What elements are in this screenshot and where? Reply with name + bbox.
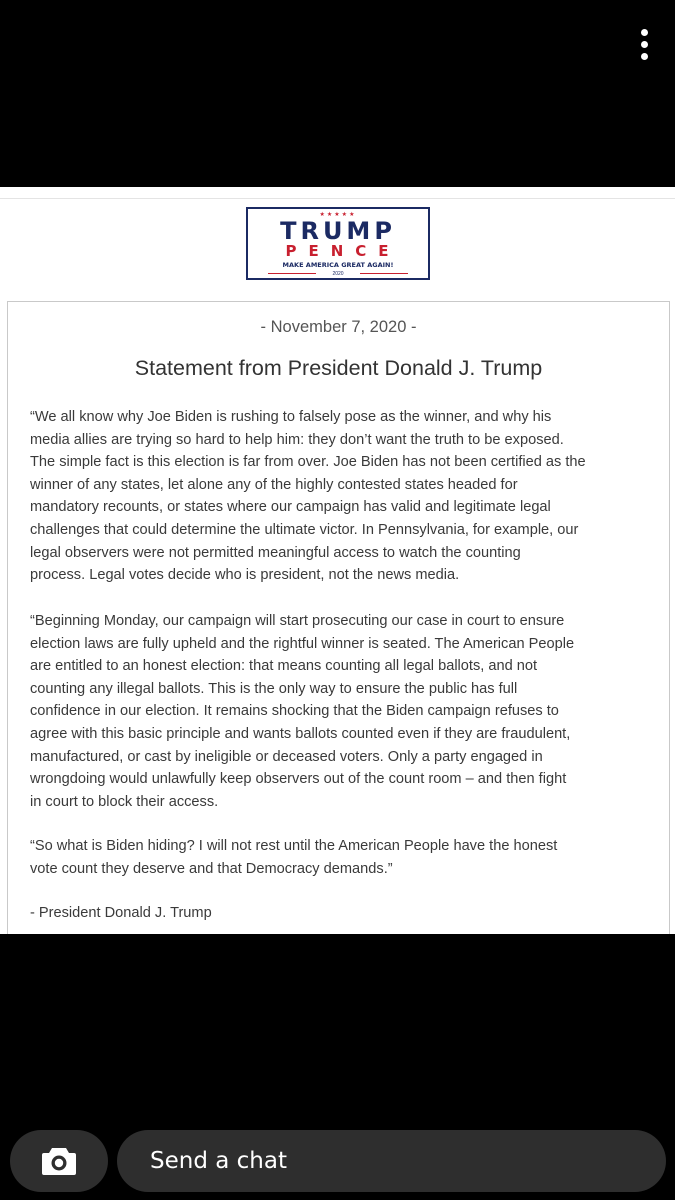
paragraph-line: wrongdoing would unlawfully keep observers out of the count room – and then fight xyxy=(30,771,567,788)
logo-line-2: PENCE xyxy=(285,242,401,260)
paragraph-line: The simple fact is this election is far from over. Joe Biden has not been certified as the xyxy=(30,454,586,471)
paragraph-line: election laws are fully upheld and the rightful winner is seated. The American People xyxy=(30,635,575,652)
paragraph-line: “So what is Biden hiding? I will not rest until the American People have the honest xyxy=(30,838,558,854)
camera-button[interactable] xyxy=(10,1130,108,1192)
paragraph-line: media allies are trying so hard to help him: they don’t want the truth to be exposed. xyxy=(30,431,564,448)
statement-box xyxy=(7,301,670,934)
statement-paragraph-2 xyxy=(30,610,654,813)
paragraph-line: legal observers were not permitted meaningful access to watch the counting xyxy=(30,544,521,561)
statement-signature xyxy=(30,902,654,925)
shared-photo xyxy=(0,187,675,934)
chat-placeholder: Send a chat xyxy=(150,1148,287,1174)
logo-year: 2020 xyxy=(332,271,344,277)
paragraph-line: in court to block their access. xyxy=(30,793,219,810)
statement-paragraph-3 xyxy=(30,835,654,880)
paragraph-line: are entitled to an honest election: that means counting all legal ballots, and not xyxy=(30,658,538,675)
more-options-button[interactable] xyxy=(626,26,662,62)
paragraph-line: agree with this basic principle and wants ballots counted even if they are fraudulent, xyxy=(30,725,571,742)
logo-line-1: TRUMP xyxy=(280,217,396,245)
more-dot xyxy=(641,29,648,36)
paragraph-line: “Beginning Monday, our campaign will start prosecuting our case in court to ensure xyxy=(30,613,565,629)
logo-rule-right xyxy=(360,273,408,274)
campaign-logo xyxy=(246,207,430,280)
logo-slogan: MAKE AMERICA GREAT AGAIN! xyxy=(282,261,394,269)
paragraph-line: manufactured, or cast by ineligible or deceased voters. Only a party engaged in xyxy=(30,748,543,765)
paragraph-line: confidence in our election. It remains shocking that the Biden campaign refuses to xyxy=(30,703,559,720)
chat-bar xyxy=(0,1130,675,1192)
paragraph-line: vote count they deserve and that Democracy demands.” xyxy=(30,860,393,877)
paragraph-line: mandatory recounts, or states where our campaign has valid and legitimate legal xyxy=(30,499,551,516)
paragraph-line: “We all know why Joe Biden is rushing to falsely pose as the winner, and why his xyxy=(30,409,552,425)
signature-line: - President Donald J. Trump xyxy=(30,905,212,921)
logo-stars: ★★★★★ xyxy=(319,212,357,218)
more-dot xyxy=(641,41,648,48)
statement-date: - November 7, 2020 - xyxy=(260,318,417,336)
paragraph-line: challenges that could determine the ultimate victor. In Pennsylvania, for example, our xyxy=(30,521,579,538)
chat-input[interactable] xyxy=(117,1130,666,1192)
statement-title: Statement from President Donald J. Trump xyxy=(134,356,543,380)
statement-paragraph-1 xyxy=(30,406,654,587)
paragraph-line: winner of any states, let alone any of the highly contested states headed for xyxy=(30,476,518,493)
more-dot xyxy=(641,53,648,60)
paragraph-line: process. Legal votes decide who is president, not the news media. xyxy=(30,567,460,584)
paragraph-line: counting any illegal ballots. This is the only way to ensure the public has full xyxy=(30,680,518,697)
divider xyxy=(0,198,675,199)
camera-icon xyxy=(41,1146,77,1176)
